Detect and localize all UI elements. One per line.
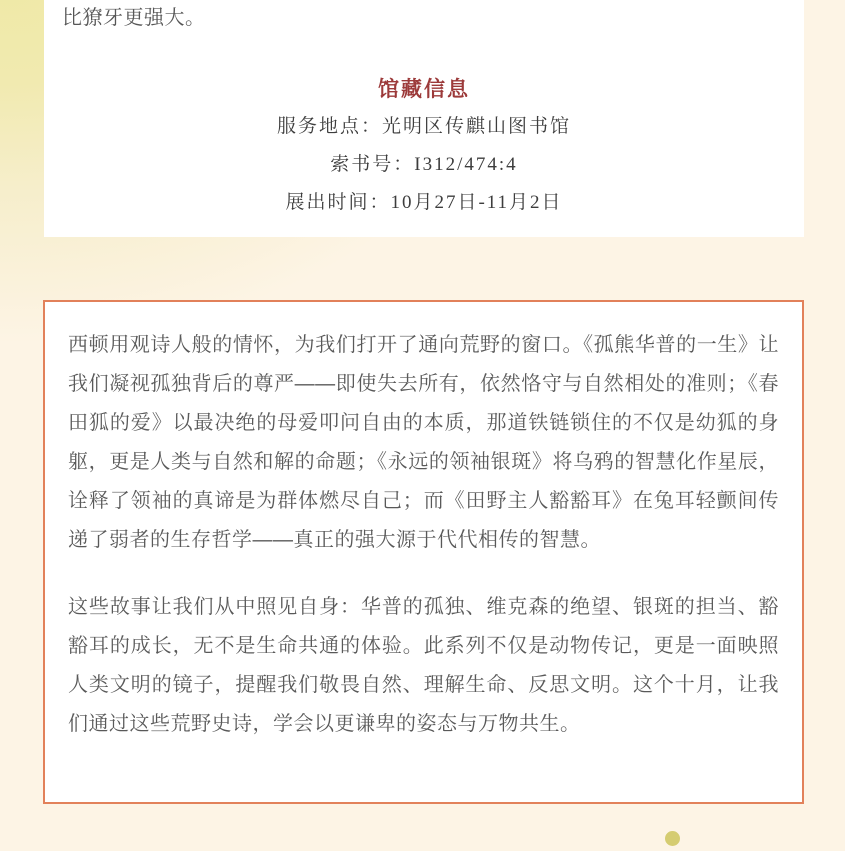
intro-text: 比獠牙更强大。 <box>62 7 206 29</box>
review-box <box>43 300 804 804</box>
decorative-dot <box>665 831 680 846</box>
collection-info-card <box>44 0 804 237</box>
collection-info-list <box>44 108 804 222</box>
call-number-line: 索书号：I312/474:4 <box>330 154 518 175</box>
review-paragraph-1: 西顿用观诗人般的情怀，为我们打开了通向荒野的窗口。《孤熊华普的一生》让我们凝视孤独背后的尊严——即使失去所有，依然恪守与自然相处的准则；《春田狐的爱》以最决绝的母爱叩问自由的本质，那道铁链锁住的不仅是幼狐的身躯，更是人类与自然和解的命题；《永远的领袖银斑》将乌鸦的智慧化作星辰，诠释了领袖的真谛是为群体燃尽自己；而《田野主人豁豁耳》在兔耳轻颤间传递了弱者的生存哲学——真正的强大源于代代相传的智慧。 <box>68 334 779 551</box>
exhibition-time-line: 展出时间：10月27日-11月2日 <box>285 192 563 213</box>
collection-title: 馆藏信息 <box>378 77 470 101</box>
review-paragraph-2: 这些故事让我们从中照见自身：华普的孤独、维克森的绝望、银斑的担当、豁豁耳的成长，无不是生命共通的体验。此系列不仅是动物传记，更是一面映照人类文明的镜子，提醒我们敬畏自然、理解生命、反思文明。这个十月，让我们通过这些荒野史诗，学会以更谦卑的姿态与万物共生。 <box>68 596 779 735</box>
service-location-line: 服务地点：光明区传麒山图书馆 <box>276 116 571 137</box>
